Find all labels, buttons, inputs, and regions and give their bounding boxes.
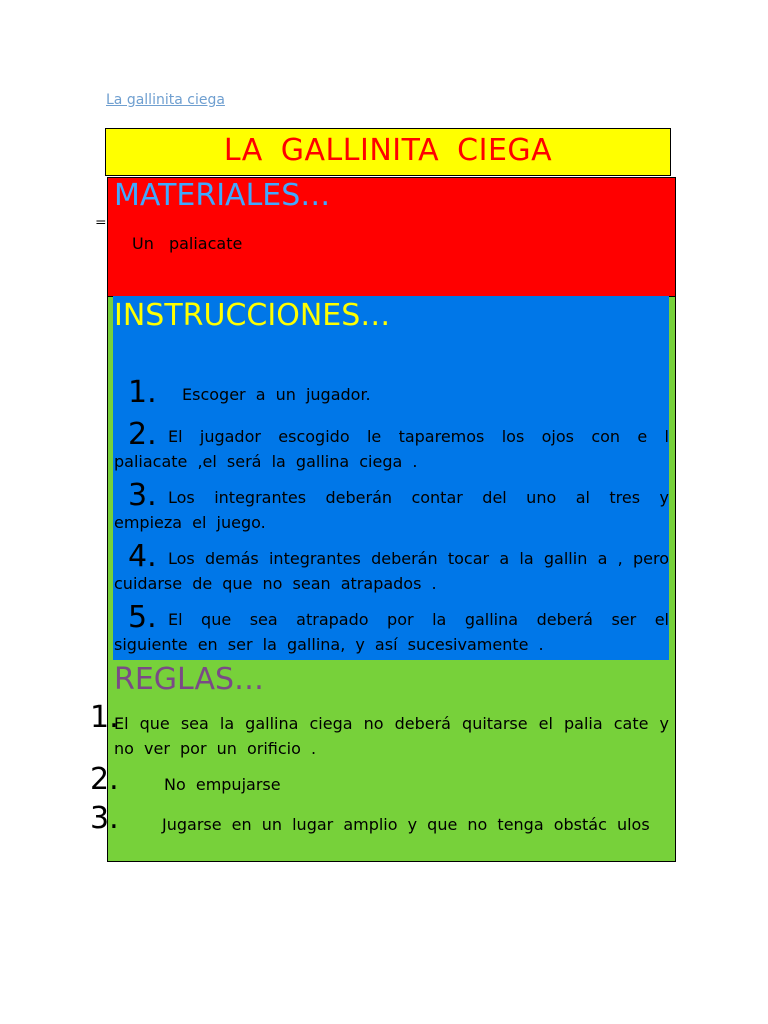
document-title-link[interactable]: La gallinita ciega bbox=[106, 92, 225, 108]
instruction-number: 5. bbox=[128, 600, 157, 635]
rule-number: 3. bbox=[90, 801, 119, 836]
rule-item-1 bbox=[114, 711, 669, 761]
instruction-item-4 bbox=[114, 539, 669, 596]
instruction-number: 3. bbox=[128, 478, 157, 513]
rule-item-2 bbox=[164, 772, 669, 797]
page-title: LA GALLINITA CIEGA bbox=[105, 128, 671, 176]
instruction-item-1 bbox=[114, 375, 669, 410]
rule-item-3 bbox=[114, 812, 669, 837]
rule-text: Jugarse en un lugar amplio y que no tenga obstác ulos bbox=[162, 815, 650, 834]
reglas-heading: REGLAS… bbox=[114, 662, 265, 697]
rule-text: El que sea la gallina ciega no deberá quitarse el palia cate y no ver por un orificio . bbox=[114, 714, 669, 758]
instruction-item-2 bbox=[114, 417, 669, 474]
rule-number: 2. bbox=[90, 762, 119, 797]
bullet-icon: ⁼ bbox=[95, 214, 107, 239]
instruction-text: El que sea atrapado por la gallina deberá ser el siguiente en ser la gallina, y así sucesivamente . bbox=[114, 610, 669, 654]
instruction-item-3 bbox=[114, 478, 669, 535]
instruction-text: El jugador escogido le taparemos los ojos con e l paliacate ,el será la gallina ciega . bbox=[114, 427, 669, 471]
instruction-text: Escoger a un jugador. bbox=[182, 385, 371, 404]
material-item: Un paliacate bbox=[132, 234, 243, 253]
materiales-heading: MATERIALES… bbox=[114, 178, 331, 213]
instruction-number: 1. bbox=[128, 375, 157, 410]
instrucciones-heading: INSTRUCCIONES… bbox=[114, 298, 391, 333]
rule-number: 1. bbox=[90, 700, 119, 735]
instruction-text: Los demás integrantes deberán tocar a la gallin a , pero cuidarse de que no sean atrapados . bbox=[114, 549, 669, 593]
instruction-number: 2. bbox=[128, 417, 157, 452]
instruction-number: 4. bbox=[128, 539, 157, 574]
rule-text: No empujarse bbox=[164, 775, 281, 794]
instruction-item-5 bbox=[114, 600, 669, 657]
instruction-text: Los integrantes deberán contar del uno al tres y empieza el juego. bbox=[114, 488, 669, 532]
